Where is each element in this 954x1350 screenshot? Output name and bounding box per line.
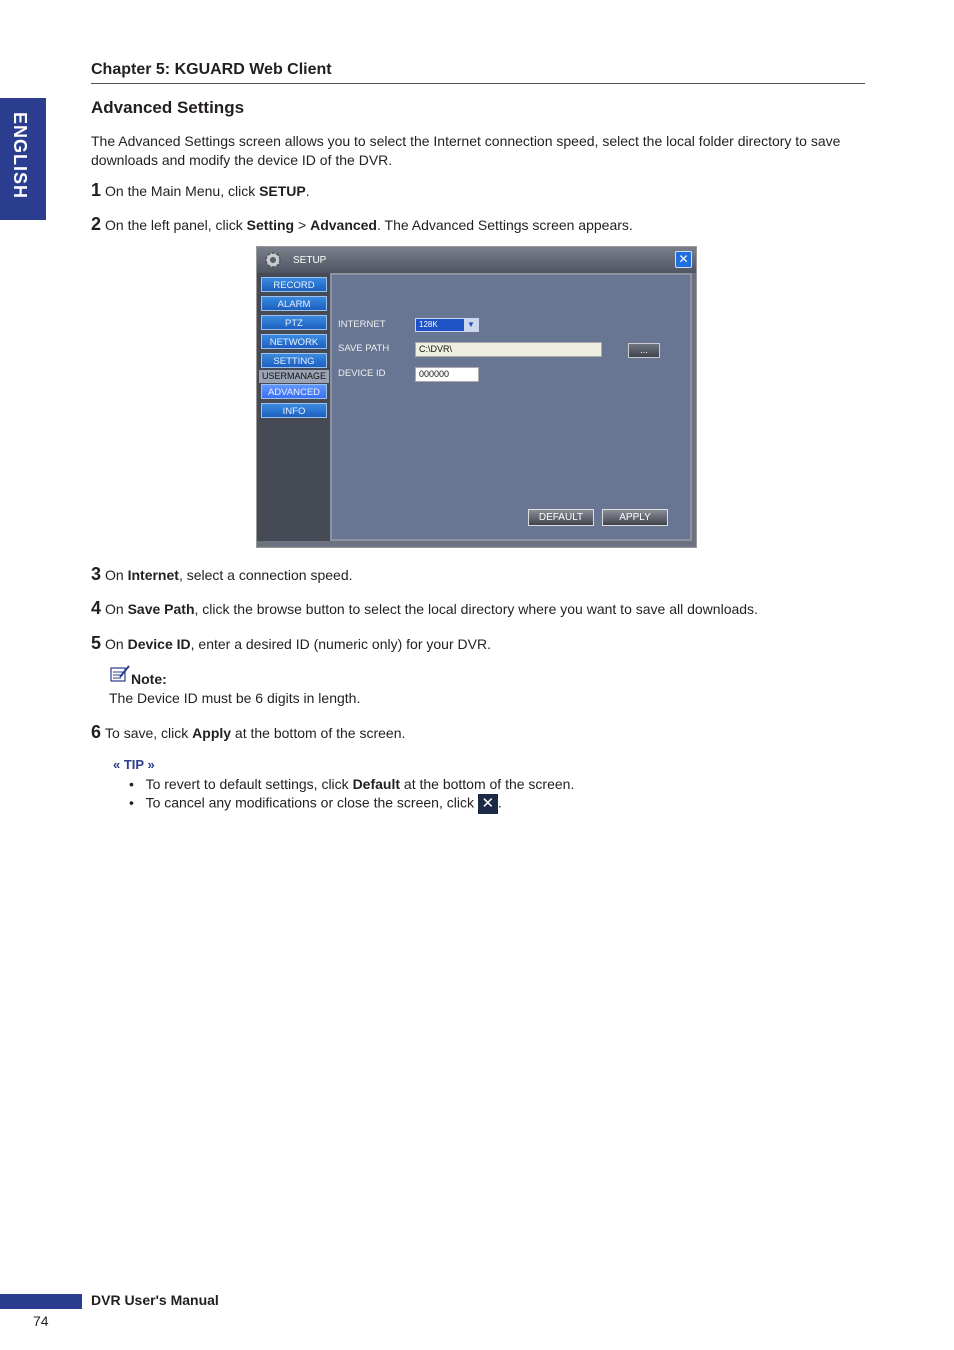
menu-record[interactable]: RECORD xyxy=(261,277,327,292)
menu-alarm[interactable]: ALARM xyxy=(261,296,327,311)
note-icon xyxy=(109,665,130,683)
step-1: 1 On the Main Menu, click SETUP. xyxy=(91,180,310,200)
note-text: The Device ID must be 6 digits in length. xyxy=(109,690,361,706)
step-3: 3 On Internet, select a connection speed. xyxy=(91,564,353,584)
step-2: 2 On the left panel, click Setting > Advanced. The Advanced Settings screen appears. xyxy=(91,214,633,234)
menu-network[interactable]: NETWORK xyxy=(261,334,327,349)
menu-ptz[interactable]: PTZ xyxy=(261,315,327,330)
footer-manual-title: DVR User's Manual xyxy=(91,1292,219,1308)
setup-title: SETUP xyxy=(293,255,327,266)
menu-setting[interactable]: SETTING xyxy=(261,353,327,368)
step-5: 5 On Device ID, enter a desired ID (numeric only) for your DVR. xyxy=(91,633,491,653)
browse-button[interactable]: ... xyxy=(628,343,660,358)
language-tab xyxy=(0,98,46,220)
header-rule xyxy=(91,83,865,84)
tip-label: « TIP » xyxy=(113,757,155,772)
page-number: 74 xyxy=(33,1313,49,1329)
menu-usermanage[interactable]: USERMANAGE xyxy=(259,370,329,383)
close-icon: ✕ xyxy=(478,794,498,814)
language-tab-label: ENGLISH xyxy=(10,112,30,200)
device-id-label: DEVICE ID xyxy=(338,368,386,379)
save-path-label: SAVE PATH xyxy=(338,343,390,354)
default-button[interactable]: DEFAULT xyxy=(528,509,594,526)
chapter-heading: Chapter 5: KGUARD Web Client xyxy=(91,61,332,78)
step-6: 6 To save, click Apply at the bottom of the screen. xyxy=(91,722,406,742)
gear-icon xyxy=(262,250,284,270)
setup-title-bar xyxy=(257,247,696,273)
chevron-down-icon: ▼ xyxy=(464,319,478,331)
advanced-settings-screenshot xyxy=(256,246,697,548)
tip-item: • To revert to default settings, click Default at the bottom of the screen. xyxy=(129,776,575,792)
apply-button[interactable]: APPLY xyxy=(602,509,668,526)
section-title: Advanced Settings xyxy=(91,98,245,117)
intro-paragraph: The Advanced Settings screen allows you to select the Internet connection speed, select the local folder directory to save downloads and modify the device ID of the DVR. xyxy=(91,133,841,168)
menu-info[interactable]: INFO xyxy=(261,403,327,418)
footer-bar xyxy=(0,1294,82,1309)
setup-left-panel xyxy=(257,273,330,541)
internet-value: 128K xyxy=(419,320,438,329)
close-icon[interactable]: ✕ xyxy=(675,251,692,268)
advanced-content xyxy=(330,273,692,541)
device-id-input[interactable]: 000000 xyxy=(415,367,479,382)
menu-advanced[interactable]: ADVANCED xyxy=(261,384,327,399)
internet-select[interactable] xyxy=(415,318,479,332)
save-path-input[interactable]: C:\DVR\ xyxy=(415,342,602,357)
tip-item: • To cancel any modifications or close the screen, click ✕ . xyxy=(129,794,502,812)
note-label: Note: xyxy=(131,671,167,687)
internet-label: INTERNET xyxy=(338,319,386,330)
step-4: 4 On Save Path, click the browse button to select the local directory where you want to save all downloads. xyxy=(91,598,758,618)
